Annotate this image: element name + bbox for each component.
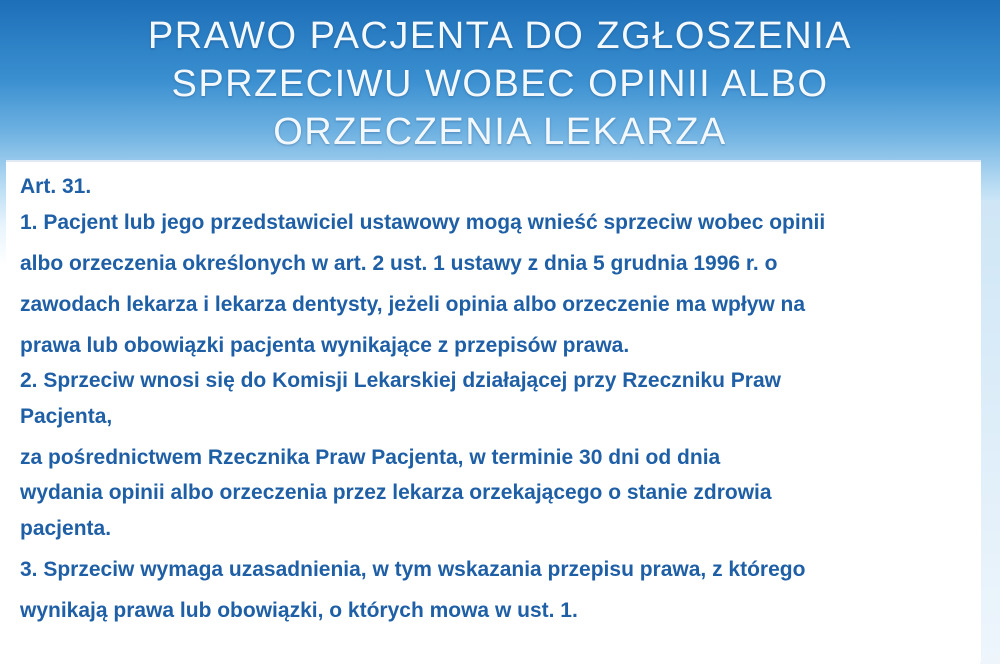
article-line-9: pacjenta. bbox=[20, 517, 112, 540]
article-line-7: za pośrednictwem Rzecznika Praw Pacjenta, w terminie 30 dni od dnia bbox=[20, 446, 721, 469]
article-line-10: 3. Sprzeciw wymaga uzasadnienia, w tym wskazania przepisu prawa, z którego bbox=[20, 558, 806, 581]
article-line-8: wydania opinii albo orzeczenia przez lekarza orzekającego o stanie zdrowia bbox=[20, 481, 772, 504]
article-line-1: 1. Pacjent lub jego przedstawiciel ustawowy mogą wnieść sprzeciw wobec opinii bbox=[20, 211, 826, 234]
article-line-3: zawodach lekarza i lekarza dentysty, jeżeli opinia albo orzeczenie ma wpływ na bbox=[20, 293, 806, 316]
article-line-6: Pacjenta, bbox=[20, 405, 113, 428]
article-line-11: wynikają prawa lub obowiązki, o których mowa w ust. 1. bbox=[20, 599, 578, 622]
article-text bbox=[20, 172, 975, 631]
slide-header bbox=[0, 0, 1000, 160]
article-heading: Art. 31. bbox=[20, 175, 92, 198]
article-line-4: prawa lub obowiązki pacjenta wynikające z przepisów prawa. bbox=[20, 334, 630, 357]
article-panel bbox=[6, 160, 981, 662]
side-decoration bbox=[980, 200, 1000, 664]
title-line-2: SPRZECIWU WOBEC OPINII ALBO bbox=[171, 63, 829, 105]
article-line-2: albo orzeczenia określonych w art. 2 ust. 1 ustawy z dnia 5 grudnia 1996 r. o bbox=[20, 252, 778, 275]
article-line-5: 2. Sprzeciw wnosi się do Komisji Lekarskiej działającej przy Rzeczniku Praw bbox=[20, 369, 781, 392]
title-line-3: ORZECZENIA LEKARZA bbox=[273, 111, 727, 153]
slide-title bbox=[0, 0, 1000, 156]
title-line-1: PRAWO PACJENTA DO ZGŁOSZENIA bbox=[147, 15, 853, 57]
